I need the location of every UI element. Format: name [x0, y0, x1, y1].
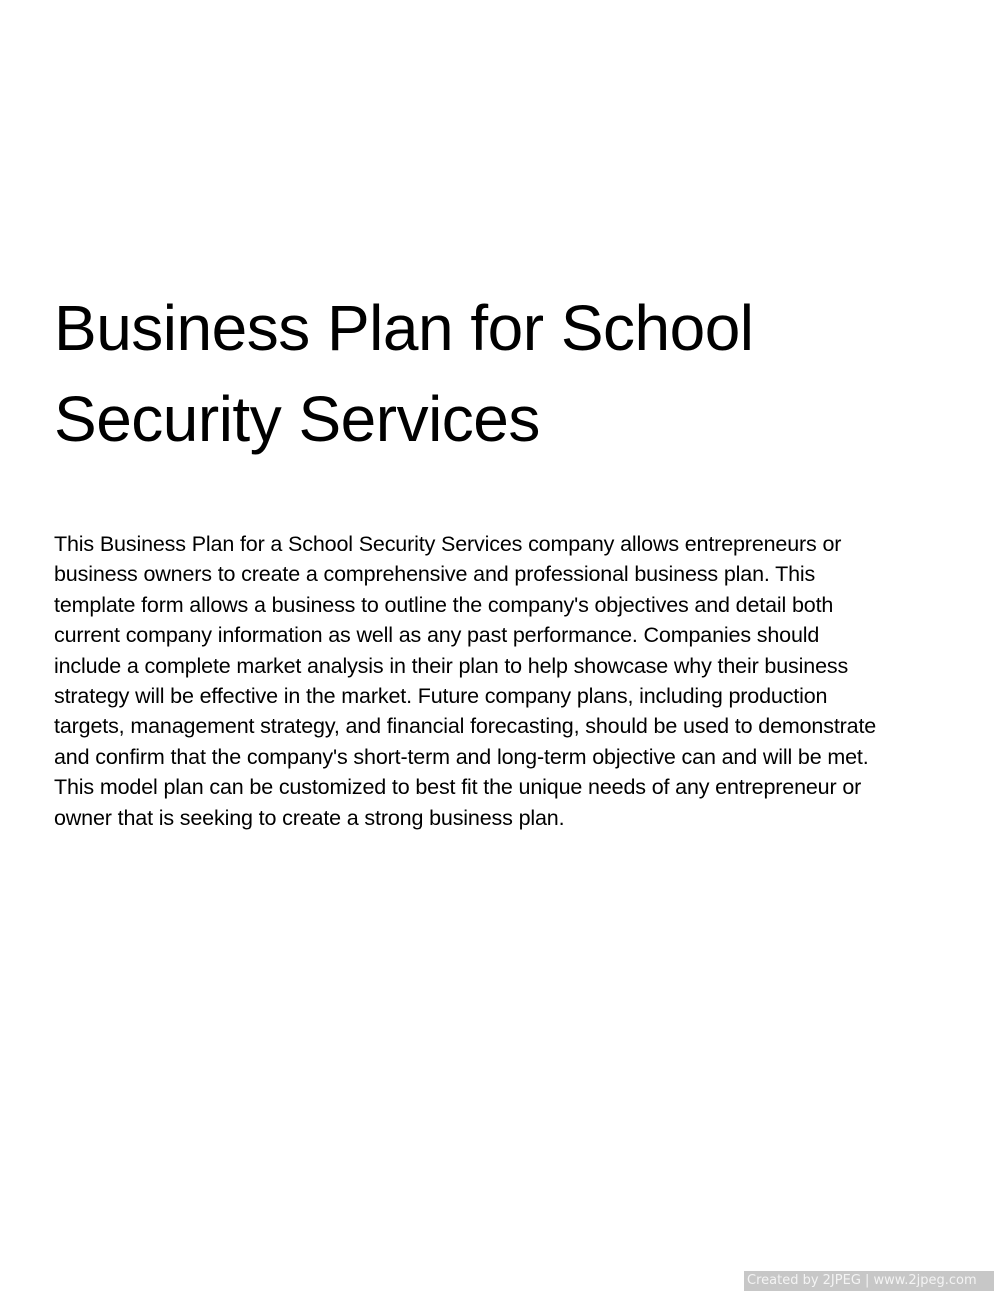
paragraph-line: targets, management strategy, and financial forecasting, should be used to demonstrate [54, 714, 877, 739]
title-line: Security Services [54, 383, 540, 455]
title-line: Business Plan for School [54, 292, 754, 364]
paragraph-line: owner that is seeking to create a strong business plan. [54, 805, 565, 830]
document-title [54, 283, 754, 465]
paragraph-line: strategy will be effective in the market. Future company plans, including production [54, 684, 828, 709]
paragraph-line: include a complete market analysis in their plan to help showcase why their business [54, 653, 849, 678]
paragraph-line: This Business Plan for a School Security Services company allows entrepreneurs or [54, 532, 842, 556]
watermark-label: Created by 2JPEG | www.2jpeg.com [744, 1271, 994, 1291]
paragraph-line: current company information as well as any past performance. Companies should [54, 623, 820, 648]
paragraph-line: and confirm that the company's short-term and long-term objective can and will be met. [54, 744, 869, 769]
description-paragraph [54, 529, 876, 833]
paragraph-line: business owners to create a comprehensive and professional business plan. This [54, 562, 816, 587]
paragraph-line: This model plan can be customized to best fit the unique needs of any entrepreneur or [54, 775, 862, 800]
paragraph-line: template form allows a business to outline the company's objectives and detail both [54, 592, 834, 617]
